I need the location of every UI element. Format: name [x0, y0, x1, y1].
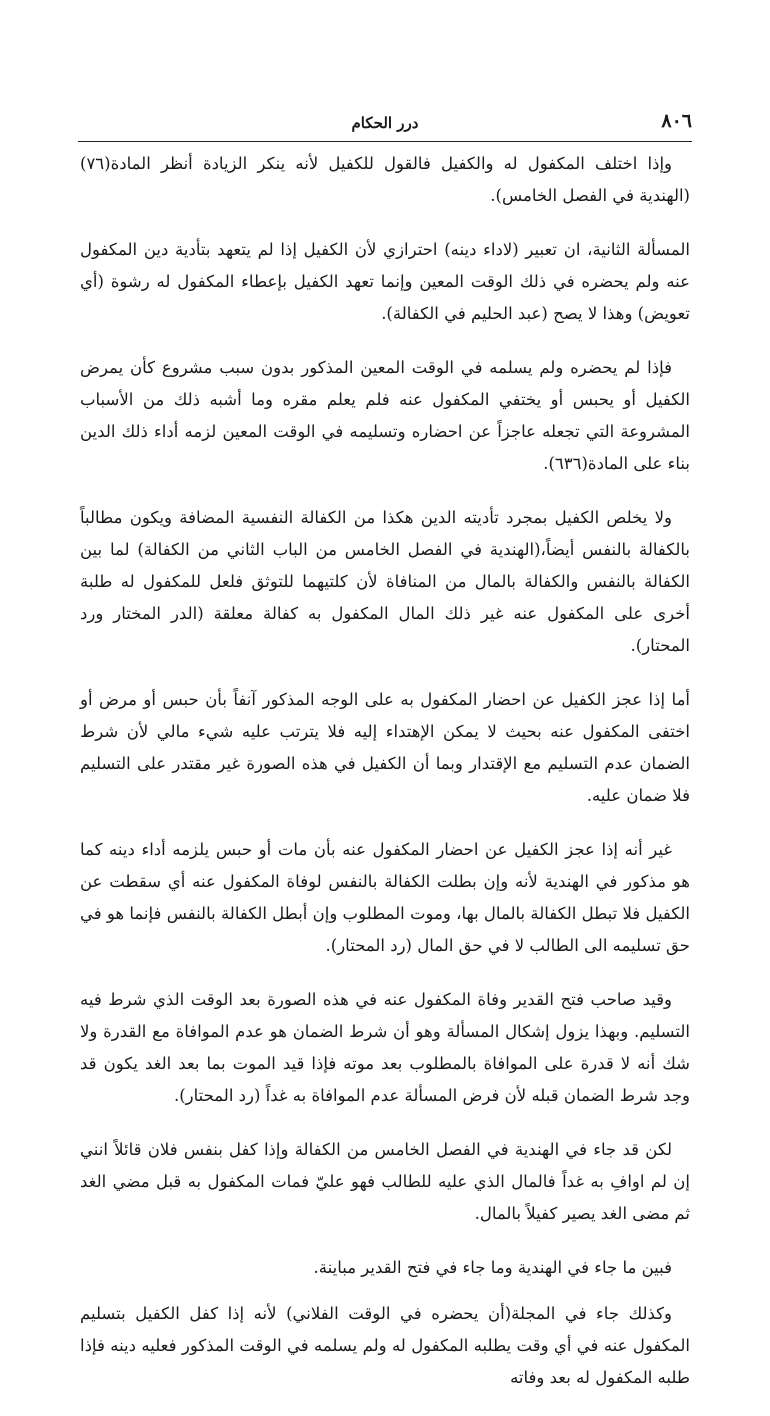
paragraph-1: وإذا اختلف المكفول له والكفيل فالقول للكفيل لأنه ينكر الزيادة أنظر المادة(٧٦) (الهندية في الفصل الخامس).	[80, 154, 690, 205]
paragraph-9: فبين ما جاء في الهندية وما جاء في فتح القدير مباينة.	[313, 1258, 672, 1277]
body-text	[80, 148, 690, 1416]
paragraph-3: فإذا لم يحضره ولم يسلمه في الوقت المعين المذكور بدون سبب مشروع كأن يمرض الكفيل أو يحبس أو يختفي المكفول عنه فلم يعلم مقره وما أشبه ذلك من الأسباب المشروعة التي تجعله عاجزاً عن احضاره وتسليمه في الوقت المعين لزمه أداء ذلك الدين بناء على المادة(٦٣٦).	[80, 358, 690, 473]
paragraph-6: غير أنه إذا عجز الكفيل عن احضار المكفول عنه بأن مات أو حبس يلزمه أداء دينه كما هو مذكور في الهندية لأنه وإن بطلت الكفالة بالنفس لوفاة المكفول عنه أي سقطت عن الكفيل فلا تبطل الكفالة بالمال بها، وموت المطلوب وإن أبطل الكفالة بالنفس فإنما هو في حق تسليمه الى الطالب لا في حق المال (رد المحتار).	[80, 840, 690, 955]
paragraph-4: ولا يخلص الكفيل بمجرد تأديته الدين هكذا من الكفالة النفسية المضافة ويكون مطالباً بالكفالة بالنفس أيضاً،(الهندية في الفصل الخامس من الباب الثاني من الكفالة) لما بين الكفالة بالنفس والكفالة بالمال من المنافاة لأن كلتيهما للتوثق فلعل للمكفول له طلبة أخرى على المكفول عنه غير ذلك المال المكفول به كفالة معلقة (الدر المختار ورد المحتار).	[80, 508, 690, 655]
running-title: درر الحكام	[351, 114, 419, 132]
paragraph-10: وكذلك جاء في المجلة(أن يحضره في الوقت الفلاني) لأنه إذا كفل الكفيل بتسليم المكفول عنه في أي وقت يطلبه المكفول له ولم يسلمه في الوقت المذكور فعليه دينه فإذا طلبه المكفول له بعد وفاته	[80, 1304, 690, 1387]
paragraph-2: المسألة الثانية، ان تعبير (لاداء دينه) احترازي لأن الكفيل إذا لم يتعهد بتأدية دين المكفول عنه ولم يحضره في ذلك الوقت المعين وإنما تعهد الكفيل بإعطاء المكفول له رشوة (أي تعويض) وهذا لا يصح (عبد الحليم في الكفالة).	[80, 240, 690, 323]
paragraph-5: أما إذا عجز الكفيل عن احضار المكفول به على الوجه المذكور آنفاً بأن حبس أو مرض أو اختفى المكفول عنه بحيث لا يمكن الإهتداء إليه فلا يترتب عليه شيء مالي لأن شرط الضمان عدم التسليم مع الإقتدار وبما أن الكفيل في هذه الصورة غير مقتدر على التسليم فلا ضمان عليه.	[80, 690, 690, 805]
header-rule	[78, 141, 692, 142]
page-number: ٨٠٦	[661, 110, 692, 132]
paragraph-8: لكن قد جاء في الهندية في الفصل الخامس من الكفالة وإذا كفل بنفس فلان قائلاً انني إن لم اوافِ به غداً فالمال الذي عليه للطالب فهو عليّ فمات المكفول به قبل مضي الغد ثم مضى الغد يصير كفيلاً بالمال.	[80, 1140, 690, 1223]
page-header	[78, 110, 692, 138]
paragraph-7: وقيد صاحب فتح القدير وفاة المكفول عنه في هذه الصورة بعد الوقت الذي شرط فيه التسليم. وبهذا يزول إشكال المسألة وهو أن شرط الضمان هو عدم الموافاة مع القدرة ولا شك أنه لا قدرة على الموافاة بالمطلوب بعد موته فإذا قيد الموت بما بعد الغد يكون قد وجد شرط الضمان قبله لأن فرض المسألة عدم الموافاة به غداً (رد المحتار).	[80, 990, 690, 1105]
